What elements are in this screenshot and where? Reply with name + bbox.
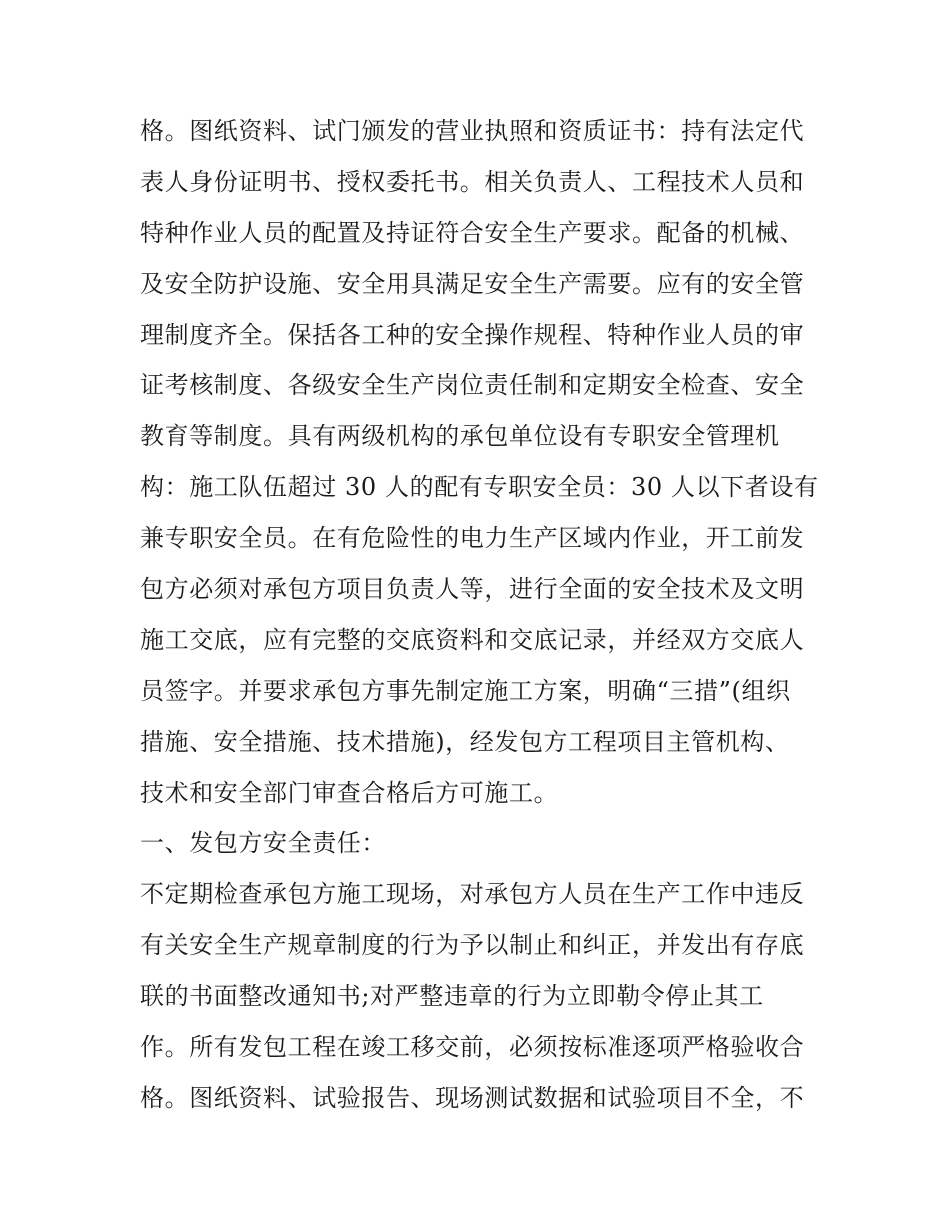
text-line: 员签字。并要求承包方事先制定施工方案，明确“三措”(组织 (140, 676, 791, 705)
text-line: 有关安全生产规章制度的行为予以制止和纠正，并发出有存底 (140, 931, 805, 960)
text-line: 格。图纸资料、试门颁发的营业执照和资质证书：持有法定代 (140, 117, 805, 145)
text-line: 特种作业人员的配置及持证符合安全生产要求。配备的机械、 (140, 218, 805, 247)
text-line: 技术和安全部门审查合格后方可施工。 (140, 778, 559, 807)
text-line: 作。所有发包工程在竣工移交前，必须按标准逐项严格验收合 (140, 1033, 805, 1062)
section-heading: 一、发包方安全责任： (140, 829, 386, 858)
body-text (140, 106, 820, 1124)
text-line: 及安全防护设施、安全用具满足安全生产需要。应有的安全管 (140, 269, 805, 298)
text-line: 措施、安全措施、技术措施)，经发包方工程项目主管机构、 (140, 727, 790, 756)
text-line: 不定期检查承包方施工现场，对承包方人员在生产工作中违反 (140, 880, 805, 909)
text-line: 理制度齐全。保括各工种的安全操作规程、特种作业人员的审 (140, 320, 805, 349)
text-line: 联的书面整改通知书;对严整违章的行为立即勒令停止其工 (140, 982, 764, 1011)
text-line: 教育等制度。具有两级机构的承包单位设有专职安全管理机 (140, 422, 780, 451)
text-line: 表人身份证明书、授权委托书。相关负责人、工程技术人员和 (140, 167, 805, 196)
text-line: 格。图纸资料、试验报告、现场测试数据和试验项目不全，不 (140, 1083, 805, 1112)
text-line: 包方必须对承包方项目负责人等，进行全面的安全技术及文明 (140, 575, 805, 604)
text-line: 兼专职安全员。在有危险性的电力生产区域内作业，开工前发 (140, 524, 805, 553)
text-line: 施工交底，应有完整的交底资料和交底记录，并经双方交底人 (140, 625, 805, 654)
text-line: 构：施工队伍超过 30 人的配有专职安全员：30 人以下者设有 (140, 473, 819, 502)
text-line: 证考核制度、各级安全生产岗位责任制和定期安全检查、安全 (140, 371, 805, 400)
